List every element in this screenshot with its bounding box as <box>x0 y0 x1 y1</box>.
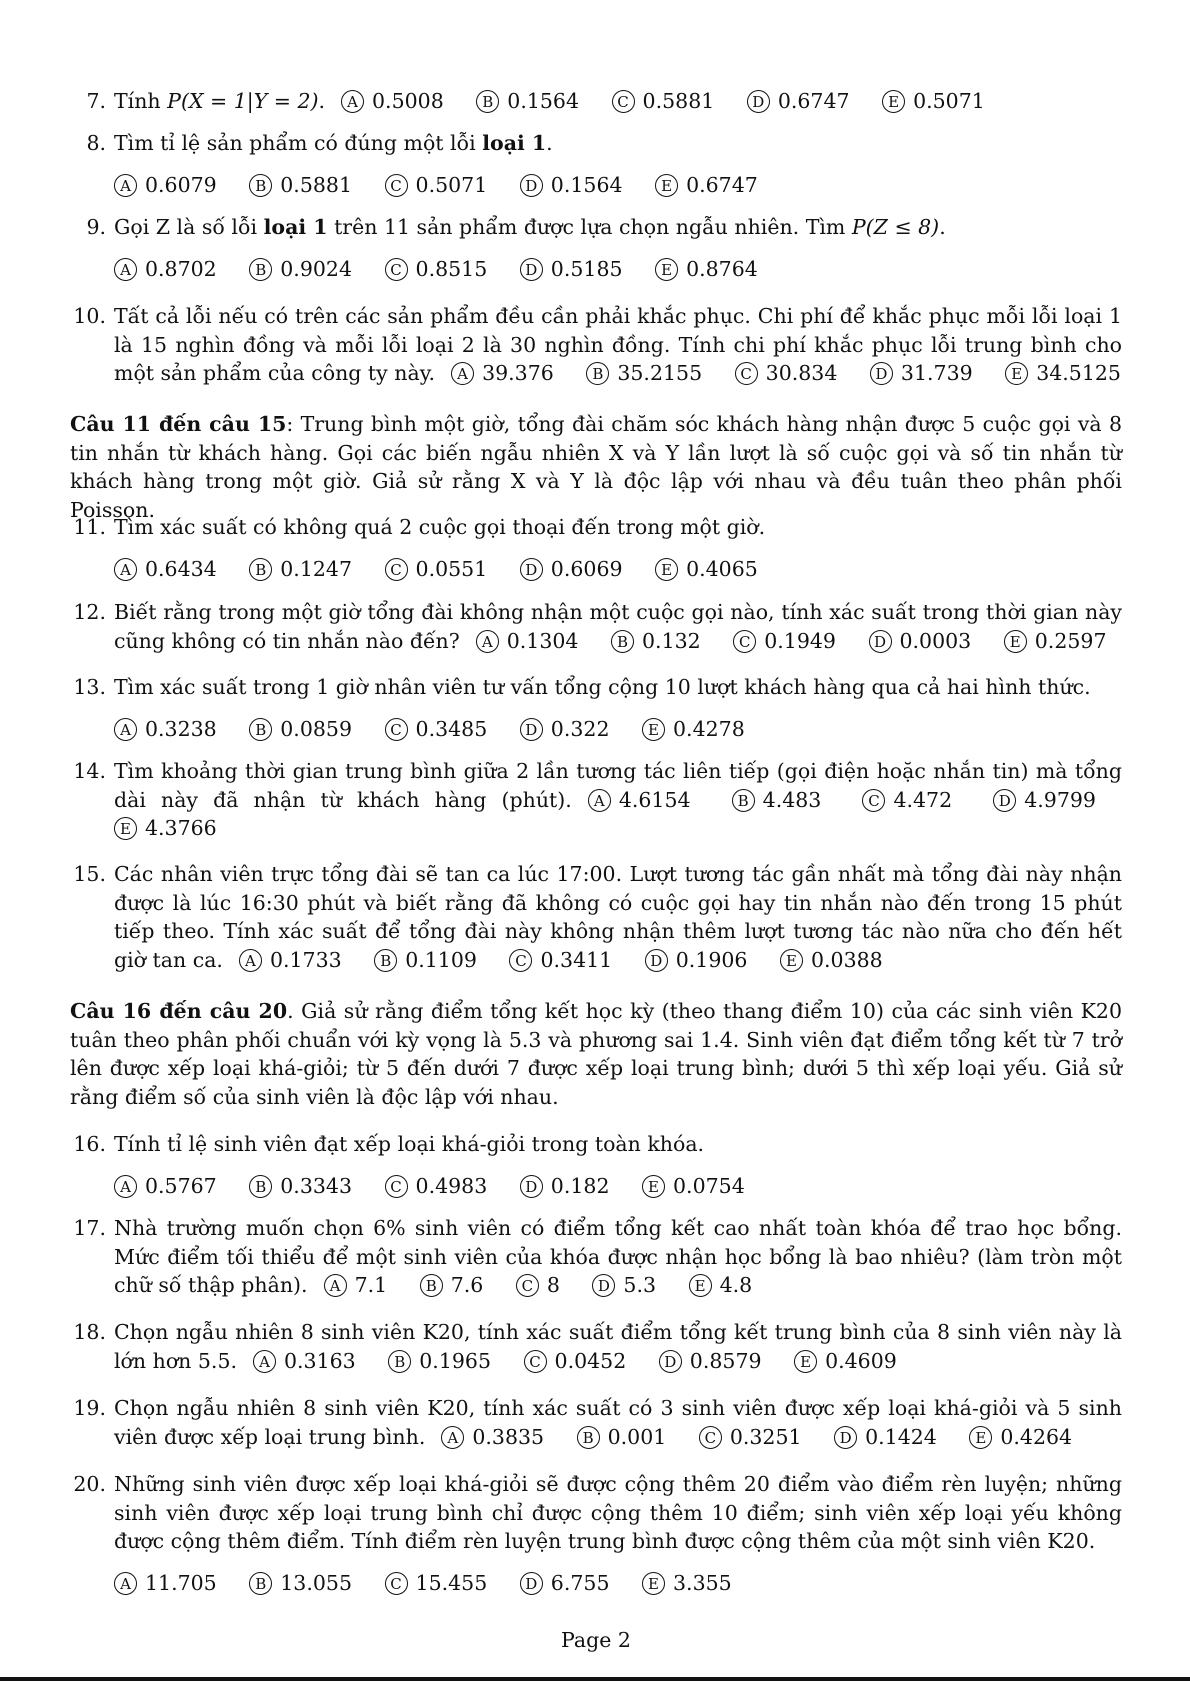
answer-option[interactable] <box>780 948 883 972</box>
option-letter-circle: D <box>645 949 668 972</box>
page-number: Page 2 <box>561 1628 631 1652</box>
section-title: Câu 11 đến câu 15 <box>70 412 287 436</box>
question-number: 17. <box>73 1216 106 1240</box>
question-number: 10. <box>73 304 106 328</box>
option-value: 39.376 <box>482 361 554 385</box>
answer-option[interactable] <box>520 173 623 197</box>
question-number: 13. <box>73 675 106 699</box>
answer-option[interactable] <box>642 1571 732 1595</box>
section-intro-16-20 <box>70 997 1122 1111</box>
answer-option[interactable] <box>114 173 217 197</box>
math-expression: P(X = 1|Y = 2) <box>167 89 319 113</box>
question-text: Chọn ngẫu nhiên 8 sinh viên K20, tính xác suất có 3 sinh viên được xếp loại khá-giỏi và 5 sinh viên được xếp loại trung bình. A 0.3835 B 0.001 C 0.3251 D 0.1424 E 0.4264 <box>114 1396 1122 1449</box>
option-letter-circle: E <box>882 90 905 113</box>
option-letter-circle: E <box>780 949 803 972</box>
question-text: Tìm tỉ lệ sản phẩm có đúng một lỗi loại 1. <box>114 131 553 155</box>
option-value: 0.1564 <box>507 89 580 113</box>
option-letter-circle: D <box>520 558 543 581</box>
option-letter-circle: E <box>655 558 678 581</box>
answer-options <box>114 715 1122 744</box>
option-value: 0.8702 <box>145 256 217 281</box>
question-8 <box>70 129 1122 199</box>
option-letter-circle: E <box>642 718 665 741</box>
option-letter-circle: E <box>794 1350 817 1373</box>
answer-options <box>239 948 883 972</box>
option-value: 0.182 <box>550 1173 610 1198</box>
answer-option[interactable] <box>520 1571 610 1595</box>
answer-option[interactable] <box>520 1174 610 1198</box>
answer-option[interactable] <box>114 1571 217 1595</box>
option-value: 0.3835 <box>472 1424 545 1449</box>
answer-option[interactable] <box>588 788 691 812</box>
option-value: 15.455 <box>415 1570 488 1595</box>
option-letter-circle: C <box>509 949 532 972</box>
answer-option[interactable] <box>862 788 952 812</box>
option-letter-circle: C <box>612 90 635 113</box>
option-value: 5.3 <box>623 1273 657 1297</box>
answer-options <box>341 89 985 113</box>
option-letter-circle: B <box>577 1426 600 1449</box>
answer-option[interactable] <box>249 1174 352 1198</box>
section-text: . Giả sử rằng điểm tổng kết học kỳ (theo thang điểm 10) của các sinh viên K20 tuân theo phân phối chuẩn với kỳ vọng là 5.3 và phương sai 1.4. Sinh viên đạt điểm tổng kết từ 7 trở lên được xếp loại khá-giỏi; từ 5 đến dưới 7 được xếp loại trung bình; dưới 5 thì xếp loại yếu. Giả sử rằng điểm số của sinh viên là độc lập với nhau. <box>70 999 1123 1109</box>
answer-option[interactable] <box>249 1571 352 1595</box>
option-value: 0.8515 <box>415 256 488 281</box>
question-number: 15. <box>73 862 106 886</box>
answer-option[interactable] <box>324 1273 388 1297</box>
math-expression: P(Z ≤ 8) <box>851 215 940 239</box>
answer-options <box>324 1273 753 1297</box>
answer-option[interactable] <box>733 629 836 653</box>
answer-option[interactable] <box>612 89 715 113</box>
option-value: 0.0452 <box>554 1348 627 1373</box>
option-letter-circle: B <box>249 258 272 281</box>
option-value: 0.3343 <box>280 1173 352 1198</box>
option-value: 0.322 <box>550 716 610 741</box>
option-value: 0.5071 <box>415 172 488 197</box>
bold-term: loại 1 <box>482 131 547 155</box>
answer-option[interactable] <box>520 257 623 281</box>
answer-option[interactable] <box>388 1349 491 1373</box>
option-value: 3.355 <box>673 1570 732 1595</box>
option-value: 4.9799 <box>1024 787 1096 812</box>
answer-option[interactable] <box>420 1273 484 1297</box>
option-value: 7.6 <box>450 1273 484 1297</box>
option-value: 0.001 <box>607 1424 667 1449</box>
option-letter-circle: E <box>655 174 678 197</box>
answer-options <box>441 1425 1072 1449</box>
question-number: 8. <box>86 131 106 155</box>
question-17 <box>70 1214 1122 1300</box>
answer-option[interactable] <box>655 257 758 281</box>
answer-option[interactable] <box>114 1174 217 1198</box>
option-letter-circle: B <box>249 558 272 581</box>
option-value: 4.8 <box>719 1273 753 1297</box>
answer-options <box>476 629 1107 653</box>
option-letter-circle: A <box>588 789 611 812</box>
answer-options <box>451 361 1121 385</box>
question-11 <box>70 513 1122 583</box>
option-value: 34.5125 <box>1036 361 1121 385</box>
option-value: 0.0388 <box>811 947 883 972</box>
option-letter-circle: A <box>114 258 137 281</box>
option-value: 0.8764 <box>686 256 758 281</box>
option-letter-circle: D <box>870 362 893 385</box>
option-value: 0.4065 <box>686 556 758 581</box>
answer-options <box>114 255 1122 284</box>
answer-option[interactable] <box>114 557 217 581</box>
question-text: Tìm xác suất trong 1 giờ nhân viên tư vấn tổng cộng 10 lượt khách hàng qua cả hai hình thức. <box>114 675 1091 699</box>
answer-option[interactable] <box>385 557 488 581</box>
option-letter-circle: A <box>341 90 364 113</box>
bold-term: loại 1 <box>263 215 328 239</box>
answer-option[interactable] <box>114 717 217 741</box>
answer-option[interactable] <box>689 1273 753 1297</box>
question-text: Những sinh viên được xếp loại khá-giỏi sẽ được cộng thêm 20 điểm vào điểm rèn luyện; những sinh viên được xếp loại trung bình chỉ được cộng thêm 10 điểm; sinh viên xếp loại yếu không được cộng thêm điểm. Tính điểm rèn luyện trung bình được cộng thêm của một sinh viên K20. <box>114 1472 1122 1553</box>
answer-option[interactable] <box>592 1273 656 1297</box>
option-letter-circle: A <box>239 949 262 972</box>
question-number: 14. <box>73 759 106 783</box>
question-number: 20. <box>73 1472 106 1496</box>
option-letter-circle: A <box>476 630 499 653</box>
answer-option[interactable] <box>451 361 554 385</box>
option-value: 0.4278 <box>673 716 745 741</box>
option-letter-circle: D <box>869 630 892 653</box>
option-value: 0.3411 <box>540 947 613 972</box>
option-value: 0.6434 <box>145 556 217 581</box>
option-value: 0.5008 <box>372 89 444 113</box>
answer-options <box>114 555 1122 584</box>
question-text: Tìm xác suất có không quá 2 cuộc gọi thoại đến trong một giờ. <box>114 515 766 539</box>
answer-option[interactable] <box>249 257 352 281</box>
answer-option[interactable] <box>655 557 758 581</box>
option-value: 0.0003 <box>899 628 972 653</box>
answer-option[interactable] <box>374 948 477 972</box>
option-value: 0.8579 <box>689 1348 762 1373</box>
option-value: 0.4264 <box>1000 1424 1073 1449</box>
question-number: 9. <box>86 215 106 239</box>
option-letter-circle: E <box>642 1572 665 1595</box>
option-value: 0.6069 <box>550 556 623 581</box>
option-letter-circle: D <box>520 1572 543 1595</box>
option-letter-circle: E <box>642 1175 665 1198</box>
bottom-divider <box>0 1677 1190 1681</box>
question-10 <box>70 302 1122 388</box>
answer-option[interactable] <box>249 557 352 581</box>
option-letter-circle: E <box>969 1426 992 1449</box>
answer-options <box>253 1349 897 1373</box>
option-letter-circle: A <box>441 1426 464 1449</box>
question-20 <box>70 1470 1122 1597</box>
option-value: 0.5185 <box>550 256 623 281</box>
option-letter-circle: D <box>520 1175 543 1198</box>
answer-option[interactable] <box>969 1425 1072 1449</box>
option-value: 0.2597 <box>1034 628 1107 653</box>
option-value: 31.739 <box>900 361 973 385</box>
option-letter-circle: B <box>586 362 609 385</box>
answer-option[interactable] <box>520 717 610 741</box>
answer-option[interactable] <box>341 89 444 113</box>
answer-option[interactable] <box>476 629 579 653</box>
option-value: 0.3251 <box>729 1424 802 1449</box>
option-value: 0.132 <box>642 628 701 653</box>
option-letter-circle: A <box>114 718 137 741</box>
option-value: 0.3163 <box>284 1348 356 1373</box>
option-value: 0.4983 <box>415 1173 488 1198</box>
option-value: 0.6079 <box>145 172 217 197</box>
option-value: 0.1247 <box>280 556 352 581</box>
answer-option[interactable] <box>747 89 850 113</box>
option-letter-circle: D <box>993 789 1016 812</box>
answer-option[interactable] <box>385 173 488 197</box>
option-value: 0.5071 <box>913 89 985 113</box>
option-letter-circle: C <box>385 1572 408 1595</box>
question-14 <box>70 757 1122 843</box>
question-number: 7. <box>86 89 106 113</box>
option-letter-circle: B <box>388 1350 411 1373</box>
option-letter-circle: C <box>385 258 408 281</box>
answer-option[interactable] <box>869 629 972 653</box>
answer-option[interactable] <box>882 89 985 113</box>
option-letter-circle: B <box>249 1175 272 1198</box>
answer-option[interactable] <box>476 89 579 113</box>
answer-option[interactable] <box>114 257 217 281</box>
option-letter-circle: D <box>520 174 543 197</box>
answer-option[interactable] <box>253 1349 356 1373</box>
answer-option[interactable] <box>1004 629 1107 653</box>
answer-option[interactable] <box>735 361 838 385</box>
option-letter-circle: C <box>862 789 885 812</box>
answer-option[interactable] <box>249 717 352 741</box>
option-value: 0.5881 <box>642 89 715 113</box>
option-letter-circle: D <box>659 1350 682 1373</box>
option-value: 0.6747 <box>777 89 850 113</box>
option-letter-circle: C <box>385 1175 408 1198</box>
question-text: Tính tỉ lệ sinh viên đạt xếp loại khá-giỏi trong toàn khóa. <box>114 1132 705 1156</box>
question-text: Tính P(X = 1|Y = 2). A 0.5008 B 0.1564 C 0.5881 D 0.6747 E 0.5071 <box>114 89 985 113</box>
answer-option[interactable] <box>699 1425 802 1449</box>
option-letter-circle: A <box>114 1175 137 1198</box>
option-letter-circle: E <box>689 1274 712 1297</box>
option-value: 0.4609 <box>825 1348 897 1373</box>
question-13 <box>70 673 1122 743</box>
option-letter-circle: C <box>385 174 408 197</box>
option-letter-circle: A <box>114 174 137 197</box>
option-value: 35.2155 <box>617 361 703 385</box>
option-value: 4.472 <box>893 787 953 812</box>
section-title: Câu 16 đến câu 20 <box>70 999 288 1023</box>
option-value: 0.1304 <box>506 628 579 653</box>
answer-option[interactable] <box>642 1174 745 1198</box>
answer-option[interactable] <box>794 1349 897 1373</box>
question-text: Tất cả lỗi nếu có trên các sản phẩm đều cần phải khắc phục. Chi phí để khắc phục mỗi lỗi loại 1 là 15 nghìn đồng và mỗi lỗi loại 2 là 30 nghìn đồng. Tính chi phí khắc phục lỗi trung bình cho một sản phẩm của công ty này. A 39.376 B 35.2155 C 30.834 D 31.739 E 34.5125 <box>114 304 1122 385</box>
answer-option[interactable] <box>385 717 488 741</box>
option-value: 30.834 <box>765 361 838 385</box>
option-value: 0.1733 <box>269 947 342 972</box>
question-19 <box>70 1394 1122 1451</box>
answer-option[interactable] <box>520 557 623 581</box>
option-letter-circle: A <box>114 1572 137 1595</box>
answer-option[interactable] <box>659 1349 762 1373</box>
question-text: Tìm khoảng thời gian trung bình giữa 2 lần tương tác liên tiếp (gọi điện hoặc nhắn tin) mà tổng dài này đã nhận từ khách hàng (phút). A 4.6154 B 4.483 C 4.472 D 4.9799 E 4.3766 <box>114 759 1122 840</box>
answer-option[interactable] <box>385 1174 488 1198</box>
option-letter-circle: B <box>732 789 755 812</box>
answer-option[interactable] <box>441 1425 544 1449</box>
option-letter-circle: C <box>385 718 408 741</box>
answer-option[interactable] <box>385 1571 488 1595</box>
option-letter-circle: B <box>611 630 634 653</box>
option-letter-circle: E <box>1005 362 1028 385</box>
option-value: 0.1424 <box>865 1424 937 1449</box>
answer-options <box>114 1569 1122 1598</box>
answer-option[interactable] <box>577 1425 667 1449</box>
option-value: 11.705 <box>145 1570 217 1595</box>
option-value: 0.1564 <box>550 172 623 197</box>
answer-option[interactable] <box>655 173 758 197</box>
option-value: 0.1109 <box>405 947 477 972</box>
question-text: Các nhân viên trực tổng đài sẽ tan ca lúc 17:00. Lượt tương tác gần nhất mà tổng đài này nhận được là lúc 16:30 phút và biết rằng đã không có cuộc gọi hay tin nhắn nào đến trong 15 phút tiếp theo. Tính xác suất để tổng đài này không nhận thêm lượt tương tác nào nữa cho đến hết giờ tan ca. A 0.1733 B 0.1109 C 0.3411 D 0.1906 E 0.0388 <box>114 862 1122 972</box>
answer-options <box>114 1172 1122 1201</box>
question-number: 11. <box>73 515 106 539</box>
option-value: 13.055 <box>280 1570 352 1595</box>
answer-option[interactable] <box>509 948 612 972</box>
answer-option[interactable] <box>642 717 745 741</box>
question-number: 19. <box>73 1396 106 1420</box>
option-letter-circle: B <box>249 174 272 197</box>
option-letter-circle: B <box>249 718 272 741</box>
option-value: 0.1906 <box>675 947 748 972</box>
question-number: 16. <box>73 1132 106 1156</box>
option-letter-circle: B <box>476 90 499 113</box>
option-value: 0.0551 <box>415 556 488 581</box>
answer-option[interactable] <box>611 629 701 653</box>
question-number: 18. <box>73 1320 106 1344</box>
answer-option[interactable] <box>834 1425 937 1449</box>
question-15 <box>70 860 1122 974</box>
option-value: 0.1949 <box>764 628 836 653</box>
option-value: 4.6154 <box>618 787 691 812</box>
answer-option[interactable] <box>870 361 973 385</box>
option-letter-circle: D <box>592 1274 615 1297</box>
option-value: 0.3485 <box>415 716 488 741</box>
option-letter-circle: D <box>520 718 543 741</box>
option-value: 4.3766 <box>145 816 217 840</box>
question-text: Gọi Z là số lỗi loại 1 trên 11 sản phẩm được lựa chọn ngẫu nhiên. Tìm P(Z ≤ 8). <box>114 215 946 239</box>
answer-options <box>114 171 1122 200</box>
answer-option[interactable] <box>239 948 342 972</box>
option-letter-circle: D <box>834 1426 857 1449</box>
option-letter-circle: C <box>733 630 756 653</box>
option-letter-circle: C <box>385 558 408 581</box>
option-value: 4.483 <box>762 787 822 812</box>
question-9 <box>70 213 1122 283</box>
option-value: 7.1 <box>354 1273 388 1297</box>
question-number: 12. <box>73 600 106 624</box>
section-text: : Trung bình một giờ, tổng đài chăm sóc khách hàng nhận được 5 cuộc gọi và 8 tin nhắn từ khách hàng. Gọi các biến ngẫu nhiên X và Y lần lượt là số cuộc gọi và số tin nhắn từ khách hàng trong một giờ. Giả sử rằng X và Y là độc lập với nhau và đều tuân theo phân phối Poisson. <box>70 412 1122 522</box>
option-value: 0.5767 <box>145 1173 217 1198</box>
option-value: 0.9024 <box>280 256 352 281</box>
exam-page <box>70 0 1122 1684</box>
answer-option[interactable] <box>993 788 1096 812</box>
option-letter-circle: D <box>747 90 770 113</box>
question-7 <box>70 87 1122 116</box>
option-value: 6.755 <box>550 1570 610 1595</box>
option-letter-circle: E <box>655 258 678 281</box>
option-letter-circle: E <box>114 817 137 840</box>
option-letter-circle: A <box>451 362 474 385</box>
option-value: 0.3238 <box>145 716 217 741</box>
answer-option[interactable] <box>516 1273 560 1297</box>
option-value: 0.0754 <box>673 1173 745 1198</box>
answer-option[interactable] <box>732 788 822 812</box>
option-letter-circle: C <box>699 1426 722 1449</box>
option-letter-circle: D <box>520 258 543 281</box>
option-letter-circle: A <box>324 1274 347 1297</box>
option-letter-circle: A <box>253 1350 276 1373</box>
option-value: 0.0859 <box>280 716 352 741</box>
answer-option[interactable] <box>524 1349 627 1373</box>
question-text: Chọn ngẫu nhiên 8 sinh viên K20, tính xác suất điểm tổng kết trung bình của 8 sinh viên này là lớn hơn 5.5. A 0.3163 B 0.1965 C 0.0452 D 0.8579 E 0.4609 <box>114 1320 1122 1373</box>
option-value: 0.1965 <box>419 1348 491 1373</box>
option-value: 0.6747 <box>686 172 758 197</box>
answer-option[interactable] <box>645 948 748 972</box>
question-18 <box>70 1318 1122 1375</box>
answer-option[interactable] <box>586 361 702 385</box>
option-letter-circle: C <box>516 1274 539 1297</box>
option-letter-circle: C <box>524 1350 547 1373</box>
question-text: Biết rằng trong một giờ tổng đài không nhận một cuộc gọi nào, tính xác suất trong thời gian này cũng không có tin nhắn nào đến? A 0.1304 B 0.132 C 0.1949 D 0.0003 E 0.2597 <box>114 600 1122 653</box>
option-value: 8 <box>546 1273 560 1297</box>
question-12 <box>70 598 1122 655</box>
question-16 <box>70 1130 1122 1200</box>
option-letter-circle: B <box>374 949 397 972</box>
answer-option[interactable] <box>385 257 488 281</box>
section-intro-11-15 <box>70 410 1122 524</box>
option-letter-circle: B <box>249 1572 272 1595</box>
option-letter-circle: C <box>735 362 758 385</box>
option-value: 0.5881 <box>280 172 352 197</box>
answer-option[interactable] <box>1005 361 1121 385</box>
answer-option[interactable] <box>249 173 352 197</box>
answer-option[interactable] <box>114 816 217 840</box>
option-letter-circle: B <box>420 1274 443 1297</box>
question-text: Nhà trường muốn chọn 6% sinh viên có điểm tổng kết cao nhất toàn khóa để trao học bổng. Mức điểm tối thiểu để một sinh viên của khóa được nhận học bổng là bao nhiêu? (làm tròn một chữ số thập phân). A 7.1 B 7.6 C 8 D 5.3 E 4.8 <box>114 1216 1122 1297</box>
option-letter-circle: A <box>114 558 137 581</box>
option-letter-circle: E <box>1004 630 1027 653</box>
